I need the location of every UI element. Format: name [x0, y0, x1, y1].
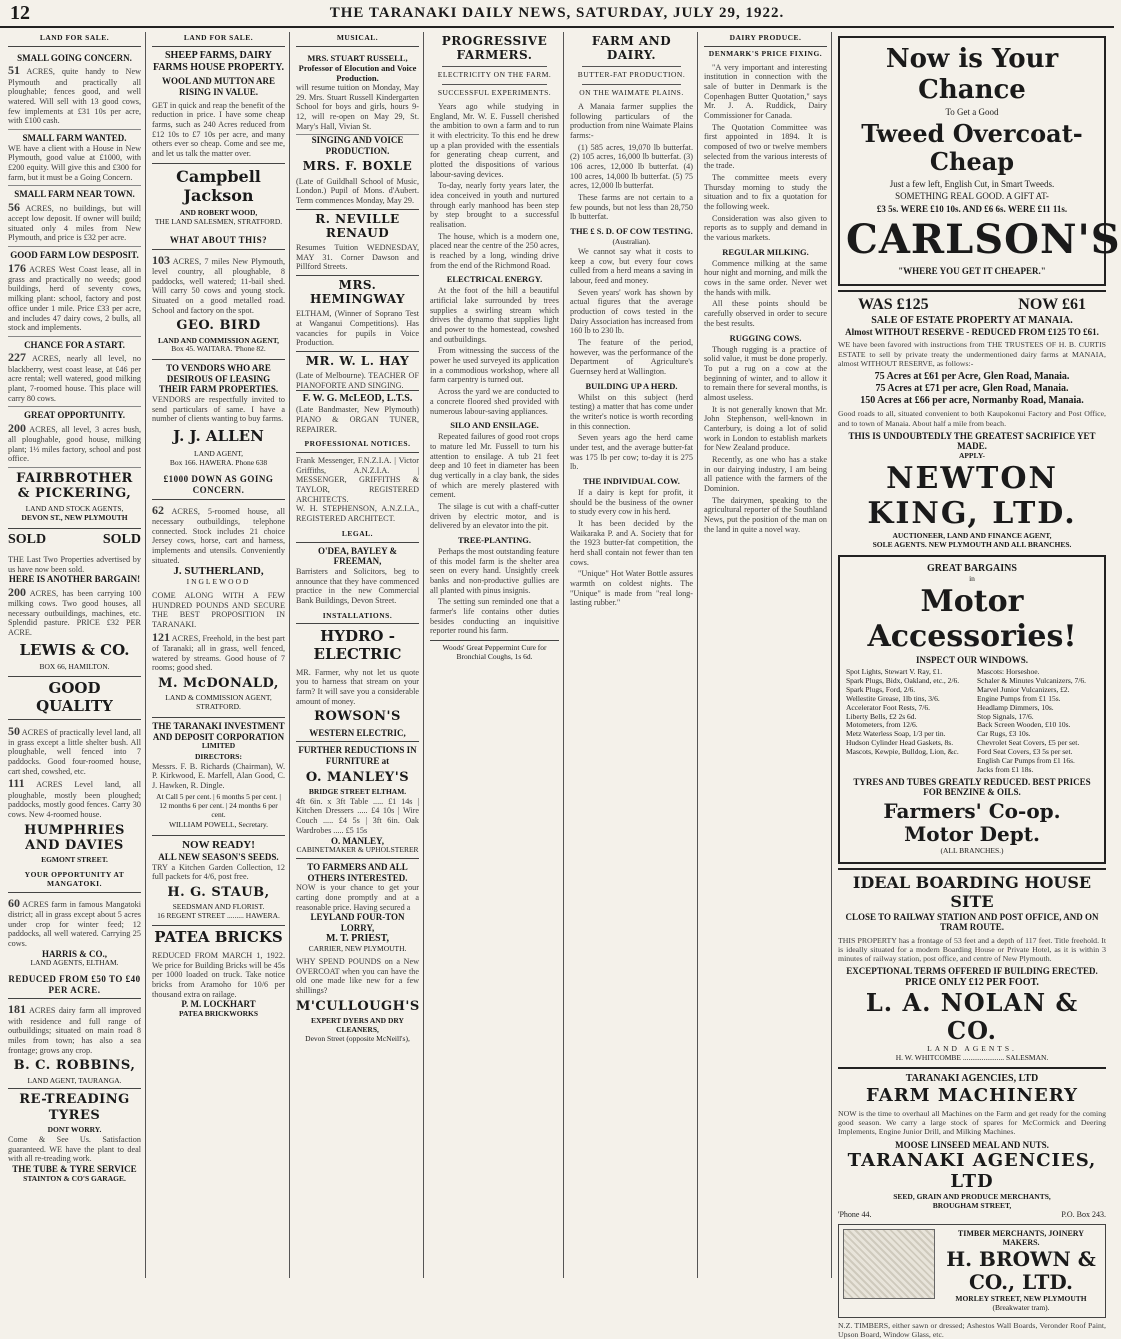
firm-subtitle: WESTERN ELECTRIC,: [309, 727, 406, 738]
firm-subtitle: LAND & COMMISSION AGENT, STRATFORD.: [165, 693, 272, 712]
firm-address: DEVON ST., NEW PLYMOUTH: [21, 512, 128, 522]
article-subtitle: ON THE WAIMATE PLAINS.: [579, 88, 684, 98]
firm-lockhart: P. M. LOCKHART: [181, 999, 256, 1010]
firm-allen: J. J. ALLEN: [173, 427, 264, 446]
section-subhead: REGULAR MILKING.: [722, 246, 809, 257]
footer-note: Woods' Great Peppermint Cure for Bronchial Coughs, 1s 6d.: [430, 640, 559, 662]
ad-heading: GOOD FARM LOW DESPOSIT.: [10, 250, 139, 261]
accessory-item: Hudson Cylinder Head Gaskets, 8s.: [846, 738, 954, 748]
patea-bricks-head: PATEA BRICKS: [152, 925, 285, 947]
article-body: Years ago while studying in England, Mr. W. E. Fussell cherished the ambition to own a farm and to run it with electricity. To this end he drew up a plan provided with the essentials for generating cheap current, and plotted the dispositions of various labour-saving devices. To-day, nearly forty years later, the idea conceived in youth and nurtured through early manhood has been step by step brought to a successful realisation. The house, which is a modern one, placed near the centre of the 250 acres, is reached by a long, winding drive from the end of the Richmond Road.: [430, 102, 559, 270]
column-dairy-produce: DAIRY PRODUCE. DENMARK'S PRICE FIXING. "A very important and interesting institution in connection with the sale of butter in Denmark is the Copenhagen Butter Quotation," says Mr. J. A. Ruddick, Dairy Commissioner for Canada. The Quotation Committee was first appointed in 1894. It is composed of two or twelve members selected from the various interests of the trade. The committee meets every Thursday morning to study the situation and to fix a quotation for the following week. Consideration was also given to reports as to supply and demand in the various markets. REGULAR MILKING. Commence milking at the same hour night and morning, and milk the cows in the same order. Never wet the hands with milk. All these points should be carefully observed in order to secure the best results. RUGGING COWS. Though rugging is a practice of solid value, it must be done properly. To put a rug on a cow at the beginning of winter, and to allow it to remain there for several months, is almost useless. It is not generally known that Mr. John Stephenson, well-known in Canterbury, is doing a lot of solid work in London to establish markets for New Zealand produce. Recently, as one who has a stake in our dairying industry, I am being all patience with the farmers of the Dominion. The dairymen, speaking to the agricultural reporter of the Southland News, put the position of the man on the land in quite a novel way.: [700, 32, 832, 1278]
firm-sutherland: J. SUTHERLAND,: [173, 565, 264, 578]
carlson-line: SOMETHING REAL GOOD. A GIFT AT-: [895, 191, 1049, 202]
firm-lewis: LEWIS & CO.: [19, 640, 130, 659]
firm-subtitle: SEEDSMAN AND FLORIST.: [172, 902, 265, 912]
ad-heading: HERE IS ANOTHER BARGAIN!: [8, 574, 141, 585]
carlson-prices: £3 5s. WERE £10 10s. AND £6 6s. WERE £11 11s.: [876, 203, 1068, 214]
terms-note: EXCEPTIONAL TERMS OFFERED IF BUILDING ERECTED.: [846, 966, 1098, 977]
firm-subtitle: PATEA BRICKWORKS: [178, 1008, 259, 1018]
ad-motor-accessories: [838, 555, 1106, 863]
accessory-item: Marvel Junior Vulcanizers, £2.: [977, 685, 1070, 695]
accessory-item: Mascots: Horseshoe.: [977, 667, 1040, 677]
ad-heading: TO VENDORS WHO ARE DESIROUS OF LEASING THEIR FARM PROPERTIES.: [152, 359, 285, 395]
section-head: PROFESSIONAL NOTICES.: [296, 438, 419, 453]
firm-address: Box 45. WAITARA. 'Phone 82.: [171, 344, 266, 354]
tube-service: THE TUBE & TYRE SERVICE: [12, 1163, 137, 1174]
firm-manley-2: O. MANLEY,: [331, 835, 384, 846]
section-subhead-note: (Australian).: [612, 237, 651, 247]
accessory-item: Headlamp Dimmers, 10s.: [977, 702, 1054, 712]
firm-subtitle: CABINETMAKER & UPHOLSTERER: [296, 845, 419, 855]
firm-subtitle: LAND AND STOCK AGENTS,: [25, 503, 124, 513]
ad-heading: Almost WITHOUT RESERVE - REDUCED FROM £125 TO £61.: [845, 326, 1099, 337]
ad-heading: SMALL FARM WANTED.: [22, 132, 127, 143]
ad-heading: TARANAKI AGENCIES, LTD: [905, 1073, 1039, 1084]
ad-small-farm-wanted: SMALL FARM WANTED. WE have a client with a House in New Plymouth, good value at £1000, with £200 equity. Will give this and £300 for farm, but it must be a Going Concern.: [8, 130, 141, 186]
ad-heading: INSPECT OUR WINDOWS.: [916, 654, 1028, 665]
nz-timbers-note: N.Z. TIMBERS, either sawn or dressed; Ashestos Wall Boards, Veronder Roof Paint, Upson Board, Window Glass, etc.: [838, 1320, 1106, 1339]
accessory-item: Engine Pumps from £1 15s.: [977, 693, 1061, 703]
article-title: FARM AND DAIRY.: [591, 34, 672, 63]
section-subhead: ELECTRICAL ENERGY.: [446, 274, 543, 285]
ad-heading: WOOL AND MUTTON ARE RISING IN VALUE.: [161, 76, 276, 98]
po-box: P.O. Box 243.: [1061, 1210, 1106, 1220]
was-price: WAS £125: [858, 296, 929, 314]
lot-3: 150 Acres at £66 per acre, Normanby Road, Manaia.: [860, 394, 1084, 406]
accessory-list: [846, 668, 1098, 774]
firm-subtitle: EXPERT DYERS AND DRY CLEANERS,: [311, 1016, 404, 1034]
firm-subtitle: LAND AGENT,: [193, 448, 244, 458]
accessory-item: English Car Pumps from £1 16s.: [977, 755, 1075, 765]
now-price: NOW £61: [1018, 296, 1086, 314]
firm-address: Devon Street (opposite McNeill's),: [305, 1033, 410, 1043]
sold-banner: [8, 528, 141, 549]
firm-humphries: HUMPHRIES AND DAVIES: [24, 822, 125, 853]
accessory-item: Accelerator Foot Rests, 7/6.: [846, 702, 930, 712]
salesman-line: H. W. WHITCOMBE ...................... SALESMAN.: [895, 1053, 1049, 1063]
carlson-headline-2: Tweed Overcoat-Cheap: [861, 118, 1083, 177]
ad-heading: NOW READY!: [152, 835, 285, 852]
accessory-item: Jacks from £1 18s.: [977, 764, 1034, 774]
firm-address: SOLE AGENTS. NEW PLYMOUTH AND ALL BRANCHES.: [872, 539, 1072, 549]
ad-heading: £1000 DOWN AS GOING CONCERN.: [152, 472, 285, 499]
firm-mcculloughs: M'CULLOUGH'S: [296, 998, 420, 1014]
column-musical: MUSICAL. MRS. STUART RUSSELL, Professor of Elocution and Voice Production. will resume tuition on Monday, May 29. Mrs. Stuart Russell Kindergarten School for boys and girls, hours 9-12, will re-open on May 29, St. Mary's Hall, Vivian St. SINGING AND VOICE PRODUCTION. MRS. F. BOXLE (Late of Guildhall School of Music, London.) Pupil of Mons. d'Aubert. Term commences Monday, May 29. R. NEVILLE RENAUD Resumes Tuition WEDNESDAY, MAY 31. Corner Dawson and Pillford Streets. MRS. HEMINGWAY ELTHAM, (Winner of Soprano Test at Wanganui Competitions). Has vacancies for pupils in Voice Production. MR. W. L. HAY (Late of Melbourne). TEACHER OF PIANOFORTE AND SINGING. F. W. G. McLEOD, L.T.S. (Late Bandmaster, New Plymouth) PIANO & ORGAN TUNER, REPAIRER. PROFESSIONAL NOTICES. Frank Messenger, F.N.Z.I.A. | Victor Griffiths, A.N.Z.I.A. | MESSENGER, GRIFFITHS & TAYLOR, REGISTERED ARCHITECTS. W. H. STEPHENSON, A.N.Z.I.A., REGISTERED ARCHITECT. LEGAL. O'DEA, BAYLEY & FREEMAN, Barristers and Solicitors, beg to announce that they have commenced practice in the new Commercial Bank Buildings, Devon Street. INSTALLATIONS. HYDRO - ELECTRIC MR. Farmer, why not let us quote you to harness that stream on your farm? It will save you a considerable amount of money. ROWSON'S WESTERN ELECTRIC, FURTHER REDUCTIONS IN FURNITURE at O. MANLEY'S BRIDGE STREET ELTHAM. 4ft 6in. x 3ft Table ..... £1 14s | Kitchen Dressers ..... £4 10s | Wire Couch ..... £4 5s | 3ft 6in. Oak Wardrobes ..... £5 15s O. MANLEY, CABINETMAKER & UPHOLSTERER TO FARMERS AND ALL OTHERS INTERESTED. NOW is your chance to get your carting done promptly and at a reasonable price. Having secured a LEYLAND FOUR-TON LORRY, M. T. PRIEST, CARRIER, NEW PLYMOUTH. WHY SPEND POUNDS on a New OVERCOAT when you can have the old one made like new for a few shillings? M'CULLOUGH'S EXPERT DYERS AND DRY CLEANERS, Devon Street (opposite McNeill's),: [292, 32, 424, 1278]
section-subhead: BUILDING UP A HERD.: [585, 380, 678, 391]
accessory-item: Spark Plugs, Ford, 2/6.: [846, 685, 916, 695]
firm-subtitle: AND ROBERT WOOD,: [179, 208, 258, 218]
dont-worry: DONT WORRY.: [47, 1125, 102, 1135]
ad-good-farm-low-deposit: GOOD FARM LOW DESPOSIT. 176 ACRES West Coast lease, all in grass and practically no weeds; good buildings, herd of seventy cows, milking plant: school, factory and post office under 1 mile. Price £33 per acre, and includes 47 dairy cows, 2 bulls, all stock and implements.: [8, 247, 141, 337]
firm-h-brown: H. BROWN & CO., LTD.: [946, 1246, 1096, 1295]
carlson-headline: Now is Your Chance: [885, 44, 1059, 105]
firm-box: BOX 66, HAMILTON.: [39, 662, 110, 672]
section-head: MUSICAL.: [296, 32, 419, 47]
good-quality-head: GOOD QUALITY: [8, 676, 141, 719]
farm-machinery-title: FARM MACHINERY: [866, 1084, 1078, 1106]
firm-subtitle: LAND AND COMMISSION AGENT,: [157, 335, 280, 345]
firm-manley: O. MANLEY'S: [305, 769, 410, 785]
accessory-item: Back Screen Wooden, £10 10s.: [977, 720, 1071, 730]
contact-row: [838, 1210, 1106, 1219]
firm-address: BRIDGE STREET ELTHAM.: [308, 786, 407, 796]
hydro-electric-head: HYDRO - ELECTRIC: [313, 627, 402, 664]
ad-heading: SALE OF ESTATE PROPERTY AT MANAIA.: [871, 315, 1073, 327]
section-head: LAND FOR SALE.: [152, 32, 285, 47]
column-farm-and-dairy: FARM AND DAIRY. BUTTER-FAT PRODUCTION. ON THE WAIMATE PLAINS. A Manaia farmer supplies the following particulars of the production from nine Waimate Plains farms:- (1) 585 acres, 19,070 lb butterfat. (2) 105 acres, 16,000 lb butterfat. (3) 106 acres, 12,000 lb butterfat. (4) 100 acres, 14,000 lb butterfat. (5) 75 acres, 12,000 lb butterfat. These farms are not certain to a few pounds, but not less than 28,750 lb butterfat. THE £ S. D. OF COW TESTING. (Australian). We cannot say what it costs to keep a cow, but every four cows culled from a herd means a saving in labour, feed and money. Seven years' work has shown by actual figures that the average production of cows tested in the Dairy Association has increased from 160 lb to 230 lb. The feature of the period, however, was the performance of the Department of Agriculture's Guernsey herd at Wallington. BUILDING UP A HERD. Whilst on this subject (herd testing) a matter that has come under the writer's notice is worth recording in this connection. Seven years ago the herd came under test, and the average butter-fat was 175 lb per cow; to-day it is 275 lb. THE INDIVIDUAL COW. If a dairy is kept for profit, it should be the business of the owner to study every cow in his herd. It has been decided by the Waikaraka P. and A. Society that for the 1923 butter-fat competition, the herd shall contain not fewer than ten cows. "Unique" Hot Water Bottle assures warmth on coldest nights. The "Unique" is made from "real long-lasting rubber.": [566, 32, 698, 1278]
ad-heading: TO FARMERS AND ALL OTHERS INTERESTED.: [296, 858, 419, 883]
ad-russell: MRS. STUART RUSSELL, Professor of Elocution and Voice Production. will resume tuition on Monday, May 29. Mrs. Stuart Russell Kindergarten School for boys and girls, hours 9-12, will re-open on May 29, St. Mary's Hall, Vivian St.: [296, 50, 419, 135]
ad-small-farm-near-town: SMALL FARM NEAR TOWN. 56 ACRES, no buildings, but will accept low deposit. If owner will build; situated only 4 miles from New Plymouth, and price is £32 per acre.: [8, 186, 141, 247]
firm-nolan: L. A. NOLAN & CO.: [865, 987, 1079, 1045]
ad-carlsons: [838, 36, 1121, 286]
tyres-note: TYRES AND TUBES GREATLY REDUCED. BEST PRICES FOR BENZINE & OILS.: [853, 776, 1091, 798]
teacher-renaud: R. NEVILLE RENAUD: [296, 209, 419, 240]
ad-taranaki-agencies: TARANAKI AGENCIES, LTD FARM MACHINERY NOW is the time to overhaul all Machines on the Farm and get ready for the coming good season. We carry a large stock of spares for McCormick and Deering Implements, Engine Junior Drill, and Milking Machines. MOOSE LINSEED MEAL AND NUTS. TARANAKI AGENCIES, LTD SEED, GRAIN AND PRODUCE MERCHANTS, BROUGHAM STREET, 'Phone 44. P.O. Box 243.: [838, 1067, 1106, 1220]
ad-small-going-concern: SMALL GOING CONCERN. 51 ACRES, quite handy to New Plymouth and practically all ploughable; fences good, and well watered. Will sell with 13 good cows, few implements at £31 10s per acre, with £100 cash.: [8, 50, 141, 130]
ad-h-brown: [838, 1224, 1106, 1318]
accessory-item: Chevrolet Seat Covers, £5 per set.: [977, 738, 1080, 748]
section-head: INSTALLATIONS.: [296, 610, 419, 625]
bargain-note: THIS IS UNDOUBTEDLY THE GREATEST SACRIFICE YET MADE.: [848, 430, 1096, 452]
firm-fairbrother: FAIRBROTHER & PICKERING,: [16, 471, 133, 502]
ad-heading: SMALL FARM NEAR TOWN.: [14, 189, 135, 200]
teacher-hay: MR. W. L. HAY: [296, 351, 419, 368]
firm-subtitle: INGLEWOOD: [186, 577, 251, 587]
firm-subtitle: SEED, GRAIN AND PRODUCE MERCHANTS,: [893, 1191, 1051, 1201]
teacher-hemingway: MRS. HEMINGWAY: [296, 275, 419, 306]
phone: 'Phone 44.: [838, 1210, 872, 1220]
firm-rowson: ROWSON'S: [314, 709, 401, 725]
accessory-item: Motometers, from 12/6.: [846, 720, 918, 730]
sold-left: SOLD: [8, 532, 47, 548]
accessory-item: Stop Signals, 17/6.: [977, 711, 1034, 721]
ad-heading: WHAT ABOUT THIS?: [152, 233, 285, 250]
page-number: 12: [10, 1, 30, 24]
column-display-ads: [834, 32, 1121, 1339]
accessory-item: Wellestite Grease, 1lb tins, 3/6.: [846, 693, 940, 703]
brown-tagline: TIMBER MERCHANTS, JOINERY MAKERS.: [957, 1228, 1085, 1248]
article-subtitle: BUTTER-FAT PRODUCTION.: [577, 70, 686, 80]
carlson-line: Just a few left, English Cut, in Smart Tweeds.: [889, 178, 1055, 189]
firm-address: 16 REGENT STREET ......... HAWERA.: [157, 911, 280, 921]
firm-address: MORLEY STREET, NEW PLYMOUTH: [955, 1293, 1087, 1303]
ad-heading: CLOSE TO RAILWAY STATION AND POST OFFICE, AND ON TRAM ROUTE.: [845, 911, 1099, 933]
in-label: in: [969, 574, 975, 584]
article-body: A Manaia farmer supplies the following particulars of the production from nine Waimate Plains farms:- (1) 585 acres, 19,070 lb butterfat. (2) 105 acres, 16,000 lb butterfat. (3) 106 acres, 12,000 lb butterfat. (4) 100 acres, 14,000 lb butterfat. (5) 75 acres, 12,000 lb butterfat. These farms are not certain to a few pounds, but not less than 28,750 lb butterfat.: [570, 102, 693, 222]
ad-heading: SMALL GOING CONCERN.: [17, 52, 132, 63]
ad-heading: REDUCED FROM £50 TO £40 PER ACRE.: [8, 972, 141, 999]
ad-heading: ALL NEW SEASON'S SEEDS.: [158, 852, 279, 863]
ad-heading: MRS. STUART RUSSELL, Professor of Elocution and Voice Production.: [298, 52, 417, 83]
article-title: PROGRESSIVE FARMERS.: [441, 34, 548, 63]
firm-bird: GEO. BIRD: [176, 318, 261, 334]
section-subhead: THE INDIVIDUAL COW.: [583, 476, 680, 487]
masthead: [0, 0, 1114, 28]
section-subhead: RUGGING COWS.: [729, 332, 802, 343]
section-subhead: SILO AND ENSILAGE.: [450, 420, 539, 431]
teacher-boxle: MRS. F. BOXLE: [302, 159, 413, 174]
deposit-rates: At Call 5 per cent. | 6 months 5 per cent. | 12 months 6 per cent. | 24 months 6 per cent.: [156, 791, 281, 819]
accessory-item: Liberty Bells, £2 2s 6d.: [846, 711, 917, 721]
firm-campbell: Campbell Jackson: [152, 163, 285, 206]
firm-address-2: (Breakwater tram).: [992, 1302, 1050, 1312]
firm-subtitle: THE LAND SALESMEN, STRATFORD.: [154, 217, 283, 227]
ad-heading: YOUR OPPORTUNITY AT MANGATOKI.: [8, 869, 141, 893]
newspaper-title: THE TARANAKI DAILY NEWS, SATURDAY, JULY 29, 1922.: [329, 4, 785, 21]
carlson-logo: CARLSON'S: [846, 216, 1121, 264]
ad-heading: SINGING AND VOICE PRODUCTION.: [311, 135, 404, 156]
firm-subtitle: CARRIER, NEW PLYMOUTH.: [308, 944, 407, 954]
article-subtitle: DENMARK'S PRICE FIXING.: [708, 48, 823, 58]
article-body: "A very important and interesting institution in connection with the sale of butter in Denmark is the Copenhagen Butter Quotation," says Mr. J. A. Ruddick, Dairy Commissioner for Canada. The Quotation Committee was first appointed in 1894. It is composed of two or twelve members selected from the various interests of the trade. The committee meets every Thursday morning to study the situation and to fix a quotation for the following week. Consideration was also given to reports as to supply and demand in the various markets.: [704, 62, 827, 243]
ad-heading: CHANCE FOR A START.: [24, 339, 125, 350]
carlson-line: To Get a Good: [945, 107, 999, 118]
column-land-for-sale-2: LAND FOR SALE. SHEEP FARMS, DAIRY FARMS HOUSE PROPERTY. WOOL AND MUTTON ARE RISING IN VALUE. GET in quick and reap the benefit of the reduction in price. I have some cheap farms, such as 240 Acres reduced from £12 10s to £7 10s per acre, and many others ever so cheap. Come and see me, and let us talk the matter over. Campbell Jackson AND ROBERT WOOD, THE LAND SALESMEN, STRATFORD. WHAT ABOUT THIS? 103 ACRES, 7 miles New Plymouth, level country, all ploughable, 8 paddocks, well watered; 11-bail shed. Will carry 50 cows and young stock. Situated on a good metalled road. School and factory on the spot. GEO. BIRD LAND AND COMMISSION AGENT, Box 45. WAITARA. 'Phone 82. TO VENDORS WHO ARE DESIROUS OF LEASING THEIR FARM PROPERTIES. VENDORS are respectfully invited to send particulars of same. I have a number of clients wanting to buy farms. J. J. ALLEN LAND AGENT, Box 166. HAWERA. Phone 638 £1000 DOWN AS GOING CONCERN. 62 ACRES, 5-roomed house, all necessary outbuildings, telephone connected. Stock includes 21 choice Jersey cows, horse, cart and harness, implements and utensils. Conveniently situated. J. SUTHERLAND, INGLEWOOD COME ALONG WITH A FEW HUNDRED POUNDS AND SECURE THE BEST PROPOSITION IN TARANAKI. 121 ACRES, Freehold, in the best part of Taranaki; all in grass, well fenced, watered by streams. Good house of 7 rooms; good shed. M. McDONALD, LAND & COMMISSION AGENT, STRATFORD. THE TARANAKI INVESTMENT AND DEPOSIT CORPORATION LIMITED DIRECTORS: Messrs. F. B. Richards (Chairman), W. P. Kirkwood, E. Marfell, Alan Good, C. J. Hawken, R. Dingle. At Call 5 per cent. | 6 months 5 per cent. | 12 months 6 per cent. | 24 months 6 per cent. WILLIAM POWELL, Secretary. NOW READY! ALL NEW SEASON'S SEEDS. TRY a Kitchen Garden Collection, 12 full packets for 4/6, post free. H. G. STAUB, SEEDSMAN AND FLORIST. 16 REGENT STREET ......... HAWERA. PATEA BRICKS REDUCED FROM MARCH 1, 1922. We price for Building Bricks will be 45s per 1000 loaded on truck. Take notice bricks from Aramoho for 10/6 per thousand extra on railage. P. M. LOCKHART PATEA BRICKWORKS: [148, 32, 290, 1278]
ad-heading: THE TARANAKI INVESTMENT AND DEPOSIT CORPORATION: [152, 717, 285, 742]
firm-address: BROUGHAM STREET,: [932, 1200, 1012, 1210]
limited-label: LIMITED: [201, 741, 236, 751]
firm-farmers-coop: Farmers' Co-op. Motor Dept.: [883, 798, 1061, 847]
firm-staub: H. G. STAUB,: [167, 885, 270, 901]
apply-label: APPLY-: [958, 451, 986, 461]
article-subtitle: SUCCESSFUL EXPERIMENTS.: [437, 88, 552, 98]
article-subtitle: ELECTRICITY ON THE FARM.: [437, 70, 552, 80]
lot-2: 75 Acres at £71 per acre, Glen Road, Manaia.: [875, 382, 1069, 394]
firm-priest: M. T. PRIEST,: [325, 933, 390, 945]
firm-subtitle: (ALL BRANCHES.): [940, 845, 1004, 855]
firm-odea: O'DEA, BAYLEY & FREEMAN,: [317, 545, 398, 567]
directors-label: DIRECTORS:: [195, 751, 242, 761]
retreading-head: RE-TREADING TYRES: [8, 1088, 141, 1123]
moose-line: MOOSE LINSEED MEAL AND NUTS.: [895, 1139, 1049, 1150]
timber-yard-illustration: [843, 1229, 935, 1299]
firm-subtitle: LAND AGENTS, ELTHAM.: [30, 958, 119, 968]
carlson-slogan: "WHERE YOU GET IT CHEAPER.": [898, 265, 1046, 276]
ad-heading: GREAT OPPORTUNITY.: [23, 410, 126, 421]
firm-mcdonald: M. McDONALD,: [158, 675, 279, 691]
firm-address: EGMONT STREET.: [41, 855, 108, 865]
ad-manaia-estate: WAS £125 NOW £61 SALE OF ESTATE PROPERTY AT MANAIA. Almost WITHOUT RESERVE - REDUCED FROM £125 TO £61. WE have been favored with instructions from THE TRUSTEES OF H. B. CURTIS ESTATE to sell by private treaty the undermentioned dairy farms at MANAIA, almost WITHOUT RESERVE, as follows:- 75 Acres at £61 per Acre, Glen Road, Manaia. 75 Acres at £71 per acre, Glen Road, Manaia. 150 Acres at £66 per acre, Normanby Road, Manaia. Good roads to all, situated convenient to both Kaupokonui Factory and Post Office, and to town of Manaia. About half a mile from beach. THIS IS UNDOUBTEDLY THE GREATEST SACRIFICE YET MADE. APPLY- NEWTON KING, LTD. AUCTIONEER, LAND AND FINANCE AGENT, SOLE AGENTS. NEW PLYMOUTH AND ALL BRANCHES.: [838, 290, 1106, 549]
firm-subtitle: AUCTIONEER, LAND AND FINANCE AGENT,: [892, 530, 1052, 540]
firm-taranaki-agencies: TARANAKI AGENCIES, LTD: [847, 1150, 1097, 1193]
lot-1: 75 Acres at £61 per Acre, Glen Road, Manaia.: [874, 371, 1070, 383]
garage-name: STAINTON & CO'S GARAGE.: [23, 1173, 126, 1183]
section-head: LEGAL.: [296, 528, 419, 543]
ad-great-opportunity: GREAT OPPORTUNITY. 200 ACRES, all level, 3 acres bush, all ploughable, good house, milking plant; 1½ miles factory, school and post office.: [8, 407, 141, 468]
accessory-item: Ford Seat Covers, £3 5s per set.: [977, 746, 1073, 756]
motor-title: Motor Accessories!: [867, 583, 1077, 655]
ad-heading: GREAT BARGAINS: [927, 563, 1017, 575]
accessory-item: Spark Plugs, Bidx, Oakland, etc., 2/6.: [846, 676, 960, 686]
accessory-item: Schaler & Minutes Vulcanizers, 7/6.: [977, 676, 1086, 686]
firm-subtitle: LAND AGENT, TAURANGA.: [27, 1075, 122, 1085]
firm-subtitle: LAND AGENTS.: [927, 1044, 1017, 1054]
ad-heading: LEYLAND FOUR-TON LORRY,: [310, 912, 405, 933]
column-progressive-farmers: PROGRESSIVE FARMERS. ELECTRICITY ON THE FARM. SUCCESSFUL EXPERIMENTS. Years ago while studying in England, Mr. W. E. Fussell cherished the ambition to own a farm and to run it with electricity. To this end he drew up a plan provided with the essentials for generating cheap current, and plotted the dispositions of various labour-saving devices. To-day, nearly forty years later, the idea conceived in youth and nurtured through early manhood has been step by step brought to a successful realisation. The house, which is a modern one, placed near the centre of the 250 acres, is reached by a long, winding drive from the end of the Richmond Road. ELECTRICAL ENERGY. At the foot of the hill a beautiful artificial lake surrounded by trees supplies a swirling stream which drives the dynamo that supplies light and power to the homestead, cowshed and outbuildings. From witnessing the success of the power he used surveyed its application in a commodious workshop, where all farm carpentry is turned out. Across the yard we are conducted to a concrete floored shed provided with numerous labour-saving appliances. SILO AND ENSILAGE. Repeated failures of good root crops to mature led Mr. Fussell to turn his attention to ensilage. A tub 21 feet deep and 10 feet in diameter has been dug vertically in a clay bank, the sides of which are merely plastered with cement. The silage is cut with a chaff-cutter driven by electric motor, and is delivered by an elevator into the pit. TREE-PLANTING. Perhaps the most outstanding feature of this model farm is the shelter area seen on every hand. Unsightly creek banks and non-productive gullies are all planted with pinus insignis. The setting sun reminded one that a farmer's life contains other duties besides conducting an inquisitive reporter round his farm. Woods' Great Peppermint Cure for Bronchial Coughs, 1s 6d.: [426, 32, 564, 1278]
firm-newton-king: NEWTON KING, LTD.: [867, 460, 1077, 532]
price-row: [838, 296, 1106, 315]
price-note: PRICE ONLY £12 PER FOOT.: [905, 976, 1039, 988]
accessory-item: Spot Lights, Stewart V. Ray, £1.: [846, 667, 943, 677]
column-land-for-sale-1: LAND FOR SALE. SMALL GOING CONCERN. 51 ACRES, quite handy to New Plymouth and practically all ploughable; fences good, and well watered. Will sell with 13 good cows, few implements at £31 10s per acre, with £100 cash. SMALL FARM WANTED. WE have a client with a House in New Plymouth, good value at £1000, with £200 equity. Will give this and £300 for farm, but it must be a Going Concern. SMALL FARM NEAR TOWN. 56 ACRES, no buildings, but will accept low deposit. If owner will build; situated only 4 miles from New Plymouth, and price is £32 per acre. GOOD FARM LOW DESPOSIT. 176 ACRES West Coast lease, all in grass and practically no weeds; good buildings, herd of seventy cows, milking plant: school, factory and post office under 1 mile. Price £33 per acre, and includes 47 dairy cows, 2 bulls, all stock and implements. CHANCE FOR A START. 227 ACRES, nearly all level, no blackberry, west coast lease, at £46 per acre rental; well watered, good milking plant, 7-roomed house. This place will carry 80 cows. GREAT OPPORTUNITY. 200 ACRES, all level, 3 acres bush, all ploughable, good house, milking plant; 1½ miles factory, school and post office. FAIRBROTHER & PICKERING, LAND AND STOCK AGENTS, DEVON ST., NEW PLYMOUTH SOLD SOLD THE Last Two Properties advertised by us have now been sold. HERE IS ANOTHER BARGAIN! 200 ACRES, has been carrying 100 milking cows. Two good houses, all necessary outbuildings, machines, etc. Splendid pasture. PRICE £32 PER ACRE. LEWIS & CO. BOX 66, HAMILTON. GOOD QUALITY 50 ACRES of practically level land, all in grass except a little shelter bush. All ploughable, well fenced into 7 paddocks. Good four-roomed house, cart shed, cowshed, etc. 111 ACRES Level land, all ploughable, mostly been ploughed; paddocks, mostly good fences. Carry 30 cows. New 4-roomed house. HUMPHRIES AND DAVIES EGMONT STREET. YOUR OPPORTUNITY AT MANGATOKI. 60 ACRES farm in famous Mangatoki district; all in grass except about 5 acres under crop for winter feed; 12 paddocks, all well watered. Carrying 25 cows. HARRIS & CO., LAND AGENTS, ELTHAM. REDUCED FROM £50 TO £40 PER ACRE. 181 ACRES dairy farm all improved with residence and full range of outbuildings; situated on main road 8 miles from town; has also a sea frontage; grows any crop. B. C. ROBBINS, LAND AGENT, TAURANGA. RE-TREADING TYRES DONT WORRY. Come & See Us. Satisfaction guaranteed. WE have the plant to deal with all re-treading work. THE TUBE & TYRE SERVICE STAINTON & CO'S GARAGE.: [4, 32, 146, 1278]
ad-heading: FURTHER REDUCTIONS IN FURNITURE at: [296, 741, 419, 766]
firm-address: Box 166. HAWERA. Phone 638: [169, 457, 268, 467]
section-subhead: THE £ S. D. OF COW TESTING.: [570, 226, 693, 237]
section-head: LAND FOR SALE.: [8, 32, 141, 47]
sold-right: SOLD: [102, 532, 141, 548]
section-head: DAIRY PRODUCE.: [704, 32, 827, 47]
firm-robbins: B. C. ROBBINS,: [13, 1058, 136, 1074]
ad-chance-for-start: CHANCE FOR A START. 227 ACRES, nearly all level, no blackberry, west coast lease, at £46 per acre rental; well watered, good milking plant, 7-roomed house. This place will carry 80 cows.: [8, 337, 141, 407]
secretary: WILLIAM POWELL, Secretary.: [168, 820, 269, 830]
accessory-item: Mascots, Kewpie, Bulldog, Lion, &c.: [846, 746, 959, 756]
section-subhead: TREE-PLANTING.: [458, 534, 531, 545]
accessory-item: Metz Waterless Soap, 1/3 per tin.: [846, 729, 946, 739]
ad-heading: SHEEP FARMS, DAIRY FARMS HOUSE PROPERTY.: [152, 49, 285, 73]
ideal-title: IDEAL BOARDING HOUSE SITE: [852, 872, 1092, 911]
firm-harris: HARRIS & CO.,: [41, 948, 107, 959]
accessory-item: Car Rugs, £3 10s.: [977, 729, 1031, 739]
teacher-mcleod: F. W. G. McLEOD, L.T.S.: [296, 390, 419, 405]
ad-boarding-house: IDEAL BOARDING HOUSE SITE CLOSE TO RAILWAY STATION AND POST OFFICE, AND ON TRAM ROUTE. THIS PROPERTY has a frontage of 53 feet and a depth of 117 feet. Title freehold. It is ideally situated for a modern Boarding House or Private Hotel, as it is within 3 minutes of railway station, post office, and centre of New Plymouth. EXCEPTIONAL TERMS OFFERED IF BUILDING ERECTED. PRICE ONLY £12 PER FOOT. L. A. NOLAN & CO. LAND AGENTS. H. W. WHITCOMBE ...................... SALESMAN.: [838, 868, 1106, 1063]
